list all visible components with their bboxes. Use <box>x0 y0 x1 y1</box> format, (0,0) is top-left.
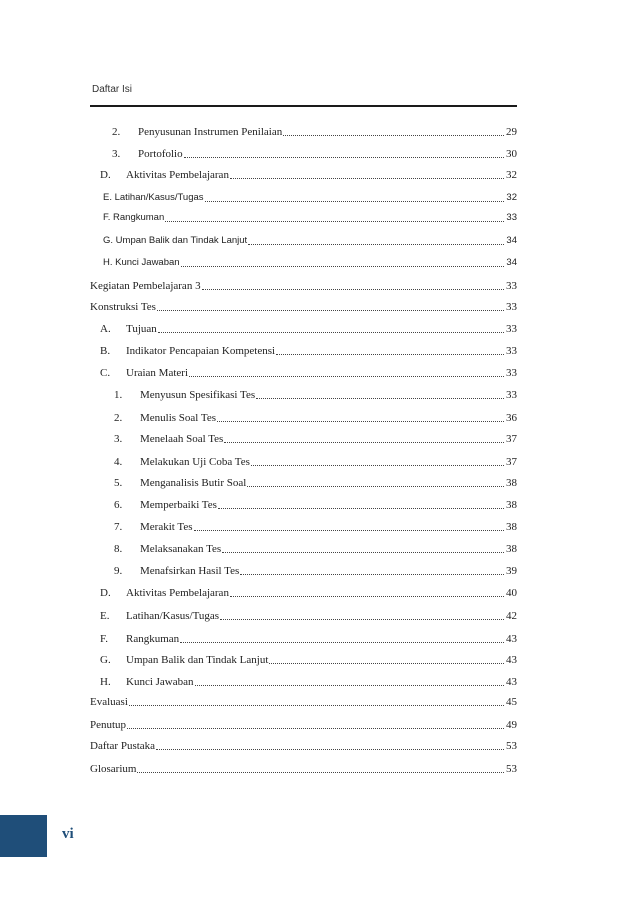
toc-entry-label: Merakit Tes <box>140 521 193 533</box>
dot-leader <box>194 529 505 531</box>
toc-entry-number: 2. <box>112 126 121 138</box>
toc-entry-number: 3. <box>112 148 121 160</box>
toc-entry[interactable] <box>114 453 517 469</box>
dot-leader <box>222 551 504 553</box>
dot-leader <box>276 353 504 355</box>
toc-entry-page: 43 <box>506 633 517 645</box>
toc-entry-label: Aktivitas Pembelajaran <box>126 587 229 599</box>
toc-entry[interactable] <box>114 386 517 402</box>
toc-entry-page: 32 <box>506 169 517 181</box>
dot-leader <box>217 420 504 422</box>
dot-leader <box>156 748 504 750</box>
toc-entry-number: 2. <box>114 412 123 424</box>
toc-entry[interactable] <box>100 630 517 646</box>
toc-entry-page: 49 <box>506 719 517 731</box>
toc-entry-number: 3. <box>114 433 123 445</box>
toc-entry-number: F. <box>100 633 108 645</box>
toc-entry[interactable] <box>103 209 517 225</box>
dot-leader <box>129 704 504 706</box>
toc-entry[interactable] <box>114 474 517 490</box>
dot-leader <box>205 200 505 202</box>
toc-entry[interactable] <box>114 430 517 446</box>
dot-leader <box>283 134 504 136</box>
toc-entry[interactable] <box>112 123 517 139</box>
toc-entry-label: Latihan/Kasus/Tugas <box>126 610 220 622</box>
toc-entry-label: Rangkuman <box>126 633 180 645</box>
dot-leader <box>248 243 504 245</box>
toc-entry[interactable] <box>100 364 517 380</box>
dot-leader <box>247 485 504 487</box>
toc-entry-label: Evaluasi <box>90 696 128 708</box>
toc-entry[interactable] <box>90 277 517 293</box>
toc-entry-label: Menulis Soal Tes <box>140 412 217 424</box>
toc-entry-page: 37 <box>506 456 517 468</box>
toc-entry[interactable] <box>114 496 517 512</box>
dot-leader <box>137 771 504 773</box>
toc-entry-page: 34 <box>506 235 517 246</box>
dot-leader <box>240 573 504 575</box>
toc-entry-number: 4. <box>114 456 123 468</box>
toc-entry-page: 36 <box>506 412 517 424</box>
toc-entry-page: 33 <box>506 212 517 223</box>
toc-entry-page: 53 <box>506 763 517 775</box>
toc-entry-page: 45 <box>506 696 517 708</box>
toc-entry[interactable] <box>90 737 517 753</box>
toc-entry-page: 38 <box>506 543 517 555</box>
toc-entry-page: 29 <box>506 126 517 138</box>
toc-entry-label: G. Umpan Balik dan Tindak Lanjut <box>103 235 248 246</box>
toc-entry-label: Daftar Pustaka <box>90 740 156 752</box>
dot-leader <box>127 727 504 729</box>
toc-entry-page: 42 <box>506 610 517 622</box>
dot-leader <box>224 441 504 443</box>
dot-leader <box>251 464 504 466</box>
toc-entry-number: G. <box>100 654 111 666</box>
toc-entry-page: 33 <box>506 367 517 379</box>
toc-entry-page: 33 <box>506 389 517 401</box>
dot-leader <box>165 220 504 222</box>
toc-entry-page: 43 <box>506 654 517 666</box>
toc-entry-page: 40 <box>506 587 517 599</box>
toc-entry-label: F. Rangkuman <box>103 212 165 223</box>
dot-leader <box>180 641 504 643</box>
toc-entry-label: Menyusun Spesifikasi Tes <box>140 389 256 401</box>
toc-entry[interactable] <box>103 189 517 205</box>
toc-entry-page: 34 <box>506 257 517 268</box>
toc-entry-page: 43 <box>506 676 517 688</box>
toc-entry[interactable] <box>90 716 517 732</box>
toc-entry-label: Tujuan <box>126 323 157 335</box>
toc-entry[interactable] <box>112 145 517 161</box>
dot-leader <box>158 331 504 333</box>
toc-entry-label: Menelaah Soal Tes <box>140 433 224 445</box>
toc-entry-page: 33 <box>506 323 517 335</box>
toc-entry-page: 53 <box>506 740 517 752</box>
toc-entry-number: H. <box>100 676 111 688</box>
toc-entry-label: Kunci Jawaban <box>126 676 194 688</box>
toc-entry[interactable] <box>103 232 517 248</box>
toc-entry[interactable] <box>90 298 517 314</box>
dot-leader <box>184 156 504 158</box>
page-header-title: Daftar Isi <box>92 84 133 95</box>
toc-entry-label: Penutup <box>90 719 127 731</box>
toc-entry[interactable] <box>90 760 517 776</box>
toc-entry-number: 1. <box>114 389 123 401</box>
toc-entry[interactable] <box>114 409 517 425</box>
toc-entry-label: Aktivitas Pembelajaran <box>126 169 229 181</box>
toc-entry-label: Melaksanakan Tes <box>140 543 222 555</box>
toc-entry[interactable] <box>90 693 517 709</box>
toc-entry-number: 6. <box>114 499 123 511</box>
toc-entry[interactable] <box>100 166 517 182</box>
toc-entry-number: B. <box>100 345 111 357</box>
dot-leader <box>220 618 504 620</box>
dot-leader <box>181 265 505 267</box>
toc-entry[interactable] <box>100 584 517 600</box>
toc-entry-label: Konstruksi Tes <box>90 301 156 313</box>
toc-entry-number: A. <box>100 323 111 335</box>
toc-entry-page: 38 <box>506 499 517 511</box>
dot-leader <box>218 507 504 509</box>
toc-entry-number: 7. <box>114 521 123 533</box>
toc-entry[interactable] <box>114 562 517 578</box>
toc-entry-page: 39 <box>506 565 517 577</box>
toc-entry-number: 5. <box>114 477 123 489</box>
toc-entry-label: Umpan Balik dan Tindak Lanjut <box>126 654 269 666</box>
dot-leader <box>256 397 504 399</box>
toc-entry-label: Menafsirkan Hasil Tes <box>140 565 240 577</box>
toc-entry-label: Melakukan Uji Coba Tes <box>140 456 250 468</box>
toc-entry-page: 38 <box>506 521 517 533</box>
dot-leader <box>230 595 504 597</box>
toc-entry-page: 33 <box>506 345 517 357</box>
dot-leader <box>157 309 504 311</box>
toc-entry[interactable] <box>114 518 517 534</box>
toc-entry-label: Glosarium <box>90 763 137 775</box>
toc-entry-page: 37 <box>506 433 517 445</box>
toc-entry[interactable] <box>114 540 517 556</box>
toc-entry[interactable] <box>100 320 517 336</box>
dot-leader <box>269 662 504 664</box>
toc-entry-number: E. <box>100 610 110 622</box>
dot-leader <box>189 375 504 377</box>
toc-entry-page: 32 <box>506 192 517 203</box>
dot-leader <box>230 177 504 179</box>
toc-entry-number: D. <box>100 169 111 181</box>
toc-entry-label: Uraian Materi <box>126 367 188 379</box>
toc-entry-label: Menganalisis Butir Soal <box>140 477 247 489</box>
toc-entry-number: C. <box>100 367 111 379</box>
toc-entry-page: 33 <box>506 280 517 292</box>
toc-entry-label: E. Latihan/Kasus/Tugas <box>103 192 204 203</box>
toc-entry-page: 33 <box>506 301 517 313</box>
toc-entry-number: D. <box>100 587 111 599</box>
toc-entry-label: Indikator Pencapaian Kompetensi <box>126 345 276 357</box>
page-number: vi <box>62 826 74 842</box>
toc-entry[interactable] <box>103 254 517 270</box>
page-side-bar <box>0 815 47 857</box>
toc-entry-number: 8. <box>114 543 123 555</box>
toc-entry-label: Memperbaiki Tes <box>140 499 217 511</box>
toc-entry[interactable] <box>100 607 517 623</box>
dot-leader <box>202 288 504 290</box>
toc-entry-label: Kegiatan Pembelajaran 3 <box>90 280 201 292</box>
dot-leader <box>195 684 504 686</box>
toc-entry-label: H. Kunci Jawaban <box>103 257 180 268</box>
toc-entry[interactable] <box>100 342 517 358</box>
toc-entry-page: 38 <box>506 477 517 489</box>
toc-entry-page: 30 <box>506 148 517 160</box>
toc-entry-label: Portofolio <box>138 148 183 160</box>
toc-entry[interactable] <box>100 673 517 689</box>
toc-entry-number: 9. <box>114 565 123 577</box>
toc-entry-label: Penyusunan Instrumen Penilaian <box>138 126 283 138</box>
toc-entry[interactable] <box>100 651 517 667</box>
